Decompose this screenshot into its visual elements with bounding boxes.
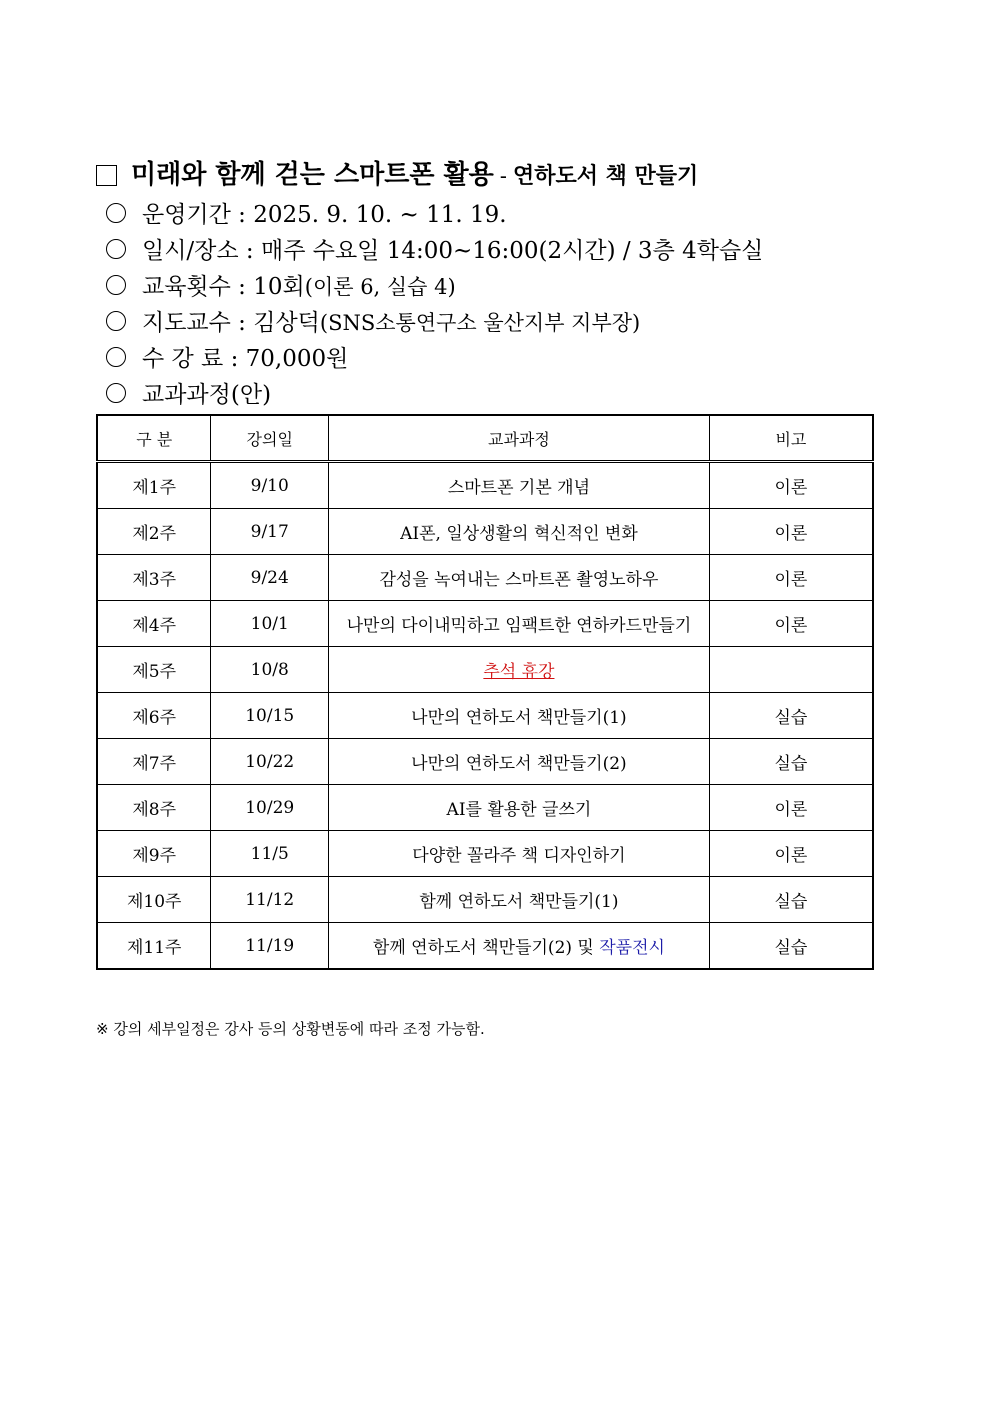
title-dash: - [499, 164, 507, 188]
info-value-detail: (SNS소통연구소 울산지부 지부장) [319, 311, 641, 335]
cell-note: 이론 [709, 555, 873, 601]
cell-course: 스마트폰 기본 개념 [329, 462, 710, 509]
cell-date: 11/5 [211, 831, 329, 877]
cell-course [329, 647, 710, 693]
info-sessions [106, 268, 456, 301]
cell-date: 9/24 [211, 555, 329, 601]
header-note: 비고 [709, 415, 873, 462]
course-text: 함께 연하도서 책만들기(2) 및 [372, 938, 594, 958]
circle-bullet-icon [106, 311, 126, 331]
table-row [97, 877, 873, 923]
table-header-row [97, 415, 873, 462]
cell-note: 실습 [709, 877, 873, 923]
cell-date: 10/1 [211, 601, 329, 647]
title-sub: 연하도서 책 만들기 [512, 164, 699, 189]
info-value: 김상덕 [253, 310, 320, 336]
table-row [97, 831, 873, 877]
info-label: 교육횟수 : [142, 274, 246, 300]
checkbox-square-icon [96, 165, 117, 186]
info-label: 운영기간 : [142, 202, 246, 228]
cell-course: 나만의 연하도서 책만들기(2) [329, 739, 710, 785]
info-label: 수 강 료 : [142, 346, 239, 372]
cell-date: 10/29 [211, 785, 329, 831]
table-row [97, 462, 873, 509]
exhibit-text: 작품전시 [599, 938, 665, 958]
info-label: 지도교수 : [142, 310, 246, 336]
cell-note [709, 647, 873, 693]
cell-week: 제5주 [97, 647, 211, 693]
curriculum-table [96, 414, 874, 970]
info-value: 70,000원 [245, 346, 349, 372]
cell-date: 9/10 [211, 462, 329, 509]
cell-week: 제11주 [97, 923, 211, 970]
holiday-text: 추석 휴강 [483, 662, 555, 682]
cell-week: 제3주 [97, 555, 211, 601]
info-value: 10회 [253, 274, 305, 300]
document-title [96, 154, 698, 191]
cell-week: 제1주 [97, 462, 211, 509]
circle-bullet-icon [106, 203, 126, 223]
cell-date: 9/17 [211, 509, 329, 555]
info-label: 일시/장소 : [142, 238, 254, 264]
cell-note: 이론 [709, 601, 873, 647]
cell-date: 11/12 [211, 877, 329, 923]
cell-week: 제4주 [97, 601, 211, 647]
cell-course: AI를 활용한 글쓰기 [329, 785, 710, 831]
cell-date: 10/22 [211, 739, 329, 785]
info-fee [106, 340, 348, 373]
header-week: 구 분 [97, 415, 211, 462]
table-row [97, 923, 873, 970]
cell-note: 실습 [709, 923, 873, 970]
title-main: 미래와 함께 걷는 스마트폰 활용 [131, 160, 494, 190]
table-row [97, 647, 873, 693]
cell-note: 이론 [709, 831, 873, 877]
table-row [97, 601, 873, 647]
cell-note: 실습 [709, 739, 873, 785]
cell-course [329, 923, 710, 970]
header-course: 교과과정 [329, 415, 710, 462]
cell-course: 감성을 녹여내는 스마트폰 촬영노하우 [329, 555, 710, 601]
cell-date: 10/15 [211, 693, 329, 739]
cell-week: 제10주 [97, 877, 211, 923]
cell-week: 제9주 [97, 831, 211, 877]
table-row [97, 785, 873, 831]
header-date: 강의일 [211, 415, 329, 462]
info-instructor [106, 304, 640, 337]
circle-bullet-icon [106, 275, 126, 295]
info-schedule [106, 232, 763, 265]
table-row [97, 693, 873, 739]
cell-date: 10/8 [211, 647, 329, 693]
cell-note: 실습 [709, 693, 873, 739]
info-period [106, 196, 507, 229]
circle-bullet-icon [106, 239, 126, 259]
circle-bullet-icon [106, 347, 126, 367]
cell-week: 제8주 [97, 785, 211, 831]
cell-course: AI폰, 일상생활의 혁신적인 변화 [329, 509, 710, 555]
cell-note: 이론 [709, 462, 873, 509]
footnote: ※ 강의 세부일정은 강사 등의 상황변동에 따라 조정 가능함. [96, 1020, 485, 1038]
cell-week: 제2주 [97, 509, 211, 555]
cell-course: 나만의 연하도서 책만들기(1) [329, 693, 710, 739]
cell-date: 11/19 [211, 923, 329, 970]
info-curriculum [106, 376, 271, 409]
circle-bullet-icon [106, 383, 126, 403]
cell-note: 이론 [709, 785, 873, 831]
info-value: 2025. 9. 10. ~ 11. 19. [253, 202, 507, 228]
table-row [97, 555, 873, 601]
table-row [97, 739, 873, 785]
info-value: 매주 수요일 14:00~16:00(2시간) / 3층 4학습실 [261, 238, 764, 264]
cell-week: 제7주 [97, 739, 211, 785]
table-row [97, 509, 873, 555]
info-label: 교과과정(안) [142, 382, 272, 408]
info-value-detail: (이론 6, 실습 4) [304, 275, 456, 299]
cell-course: 다양한 꼴라주 책 디자인하기 [329, 831, 710, 877]
cell-note: 이론 [709, 509, 873, 555]
cell-course: 나만의 다이내믹하고 임팩트한 연하카드만들기 [329, 601, 710, 647]
cell-course: 함께 연하도서 책만들기(1) [329, 877, 710, 923]
cell-week: 제6주 [97, 693, 211, 739]
